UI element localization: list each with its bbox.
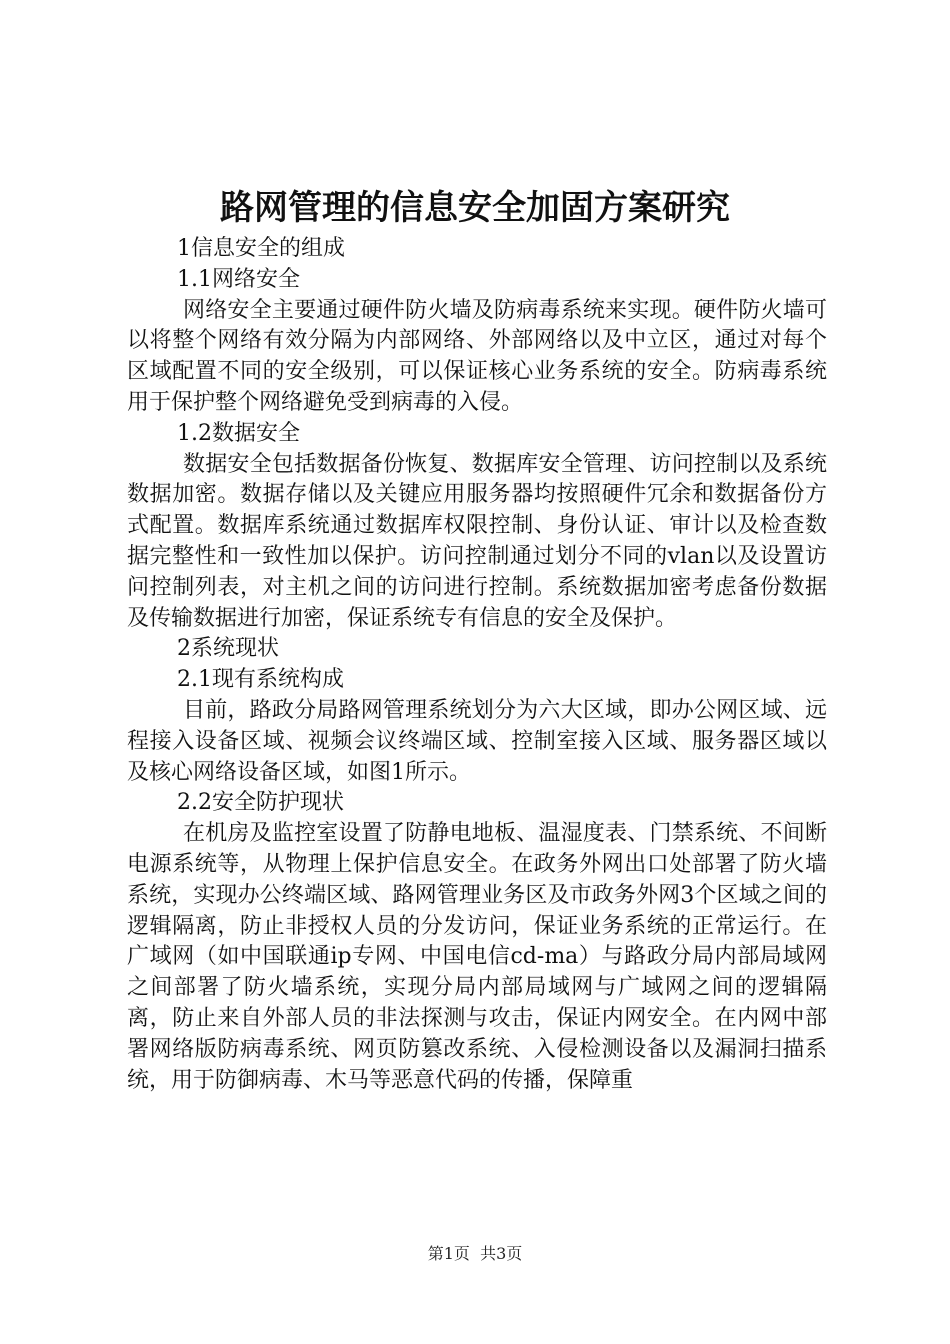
page-number-label: 第1页 共3页 [427, 1244, 523, 1263]
section-heading: 2系统现状 [177, 636, 279, 662]
paragraph: 数据安全包括数据备份恢复、数据库安全管理、访问控制以及系统数据加密。数据存储以及关键应用服务器均按照硬件冗余和数据备份方式配置。数据库系统通过数据库权限控制、身份认证、审计以及检查数据完整性和一致性加以保护。访问控制通过划分不同的vlan以及设置访问控制列表，对主机之间的访问进行控制。系统数据加密考虑备份数据及传输数据进行加密，保证系统专有信息的安全及保护。 [127, 451, 827, 631]
paragraph: 网络安全主要通过硬件防火墙及防病毒系统来实现。硬件防火墙可以将整个网络有效分隔为内部网络、外部网络以及中立区，通过对每个区域配置不同的安全级别，可以保证核心业务系统的安全。防病毒系统用于保护整个网络避免受到病毒的入侵。 [127, 297, 827, 415]
section-heading: 1信息安全的组成 [177, 236, 345, 261]
document-body [127, 234, 827, 1096]
subsection-heading: 1.1网络安全 [177, 266, 300, 292]
document-title: 路网管理的信息安全加固方案研究 [220, 188, 730, 228]
paragraph: 目前，路政分局路网管理系统划分为六大区域，即办公网区域、远程接入设备区域、视频会议终端区域、控制室接入区域、服务器区域以及核心网络设备区域，如图1所示。 [127, 697, 827, 785]
subsection-heading: 1.2数据安全 [177, 420, 300, 446]
paragraph: 在机房及监控室设置了防静电地板、温湿度表、门禁系统、不间断电源系统等，从物理上保护信息安全。在政务外网出口处部署了防火墙系统，实现办公终端区域、路网管理业务区及市政务外网3个区域之间的逻辑隔离，防止非授权人员的分发访问，保证业务系统的正常运行。在广域网（如中国联通ip专网、中国电信cd-ma）与路政分局内部局域网之间部署了防火墙系统，实现分局内部局域网与广域网之间的逻辑隔离，防止来自外部人员的非法探测与攻击，保证内网安全。在内网中部署网络版防病毒系统、网页防篡改系统、入侵检测设备以及漏洞扫描系统，用于防御病毒、木马等恶意代码的传播，保障重 [127, 821, 827, 1093]
subsection-heading: 2.1现有系统构成 [177, 667, 344, 693]
page-footer [0, 1243, 950, 1265]
subsection-heading: 2.2安全防护现状 [177, 790, 344, 816]
